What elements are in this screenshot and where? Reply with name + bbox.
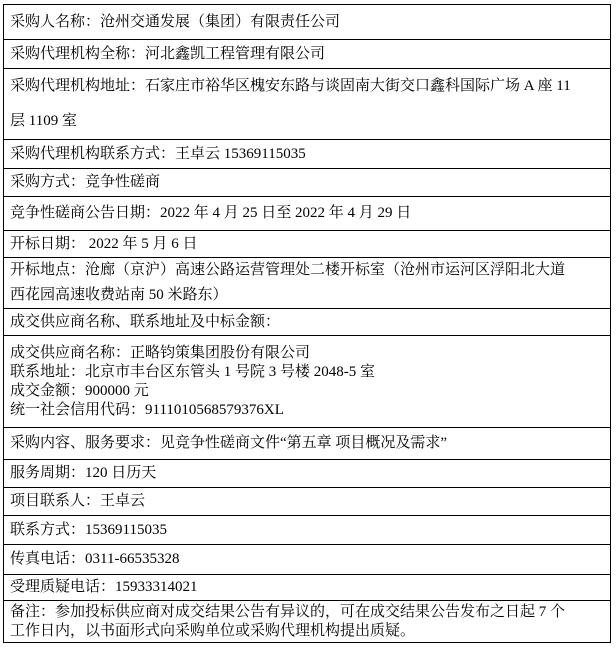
cell-text-line: 备注：参加投标供应商对成交结果公告有异议的，可在成交结果公告发布之日起 7 个 <box>10 603 566 620</box>
cell-text-line: 采购代理机构地址：石家庄市裕华区槐安东路与谈固南大街交口鑫科国际广场 A 座 11 <box>10 78 571 94</box>
cell-text-line: 联系方式：15369115035 <box>10 521 167 538</box>
table-cell <box>4 231 611 258</box>
table-row <box>4 428 611 460</box>
table-row <box>4 69 611 140</box>
table-cell <box>4 545 611 575</box>
table-cell <box>4 336 611 428</box>
table-cell <box>4 516 611 545</box>
cell-text-line: 服务周期：120 日历天 <box>10 465 157 481</box>
table-cell <box>4 197 611 231</box>
table-cell <box>4 428 611 460</box>
table-row <box>4 197 611 231</box>
cell-text-line: 受理质疑电话：15933314021 <box>10 579 198 595</box>
table-cell <box>4 309 611 336</box>
announcement-table <box>3 4 611 643</box>
table-cell <box>4 488 611 516</box>
table-cell <box>4 169 611 197</box>
table-row <box>4 601 611 643</box>
table-row <box>4 40 611 69</box>
cell-text-line: 开标日期： 2022 年 5 月 6 日 <box>10 235 198 252</box>
cell-text-line: 采购代理机构联系方式：王卓云 15369115035 <box>10 145 306 162</box>
table-row <box>4 231 611 258</box>
cell-text-line: 成交供应商名称、联系地址及中标金额： <box>10 313 281 330</box>
cell-text-line: 传真电话：0311-66535328 <box>10 551 180 567</box>
table-cell <box>4 5 611 40</box>
cell-text-line: 采购内容、服务要求：见竞争性磋商文件“第五章 项目概况及需求” <box>10 435 448 451</box>
cell-text-line: 开标地点：沧廊（京沪）高速公路运营管理处二楼开标室（沧州市运河区浮阳北大道 <box>10 262 566 278</box>
table-cell <box>4 575 611 601</box>
table-cell <box>4 69 611 140</box>
cell-text-line: 项目联系人：王卓云 <box>10 493 146 509</box>
table-cell <box>4 460 611 488</box>
cell-text-line: 工作日内，以书面形式向采购单位或采购代理机构提出质疑。 <box>10 622 416 639</box>
cell-text-line: 采购方式：竞争性磋商 <box>10 174 161 190</box>
cell-text-line: 层 1109 室 <box>10 113 77 129</box>
table-row <box>4 5 611 40</box>
cell-text-line: 成交供应商名称：正略钧策集团股份有限公司 <box>10 344 311 361</box>
cell-text-line: 统一社会信用代码：9111010568579376XL <box>10 401 284 418</box>
table-cell <box>4 40 611 69</box>
cell-text-line: 竞争性磋商公告日期：2022 年 4 月 25 日至 2022 年 4 月 29 日 <box>10 205 412 221</box>
cell-text-line: 成交金额：900000 元 <box>10 382 149 399</box>
table-row <box>4 258 611 309</box>
cell-text-line: 采购代理机构全称：河北鑫凯工程管理有限公司 <box>10 45 326 62</box>
table-row <box>4 545 611 575</box>
table-row <box>4 309 611 336</box>
table-row <box>4 336 611 428</box>
table-row <box>4 169 611 197</box>
cell-text-line: 联系地址：北京市丰台区东管头 1 号院 3 号楼 2048-5 室 <box>10 363 375 380</box>
table-cell <box>4 601 611 643</box>
cell-text-line: 西花园高速收费站南 50 米路东） <box>10 287 228 303</box>
table-row <box>4 140 611 169</box>
table-cell <box>4 258 611 309</box>
table-row <box>4 516 611 545</box>
cell-text-line: 采购人名称：沧州交通发展（集团）有限责任公司 <box>10 13 341 30</box>
table-row <box>4 460 611 488</box>
table-row <box>4 488 611 516</box>
table-cell <box>4 140 611 169</box>
table-row <box>4 575 611 601</box>
